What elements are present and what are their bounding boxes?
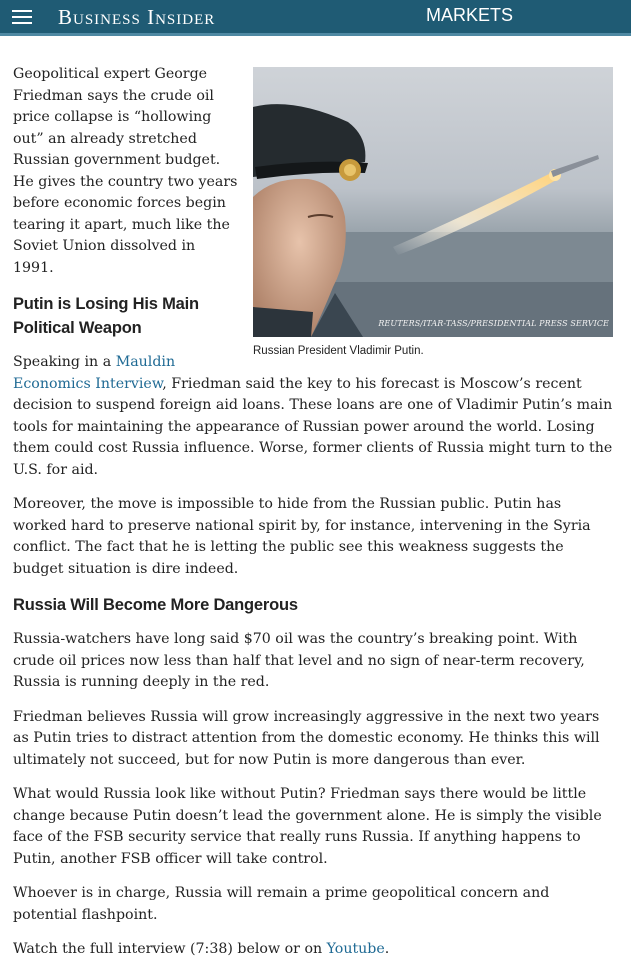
top-navigation-bar — [0, 0, 631, 36]
paragraph-text: , Friedman said the key to his forecast is Moscow’s recent decision to suspend foreign aid loans. These loans are one of Vladimir Putin’s main tools for maintaining the appearance of Russian power around the world. Losing them could cost Russia influence. Worse, former clients of Russia might turn to the U.S. for aid. — [13, 375, 613, 478]
section-heading: Putin is Losing His Main Political Weapon — [13, 295, 199, 337]
paragraph-text: Watch the full interview (7:38) below or on — [13, 941, 327, 957]
paragraph-text: . — [384, 941, 390, 957]
hamburger-menu-icon[interactable] — [12, 10, 32, 26]
section-label-markets[interactable]: MARKETS — [426, 5, 514, 25]
photo-illustration — [253, 67, 613, 337]
intro-paragraph: Geopolitical expert George Friedman says the crude oil price collapse is “hollowing out” an already stretched Russian government budget. He gives the country two years before economic forces begin tearing it apart, much like the Soviet Union dissolved in 1991. — [13, 66, 238, 276]
photo-credit: REUTERS/ITAR-TASS/PRESIDENTIAL PRESS SERVICE — [378, 318, 609, 328]
article-figure — [253, 67, 613, 358]
paragraph: Moreover, the move is impossible to hide from the Russian public. Putin has worked hard to preserve national spirit by, for instance, intervening in the Syria conflict. The fact that he is letting the public see this weakness suggests the budget situation is dire indeed. — [13, 496, 591, 577]
putin-photo — [253, 67, 613, 337]
photo-caption: Russian President Vladimir Putin. — [253, 345, 424, 357]
paragraph — [13, 939, 617, 961]
section-heading: Russia Will Become More Dangerous — [13, 596, 298, 614]
paragraph: Whoever is in charge, Russia will remain a prime geopolitical concern and potential flashpoint. — [13, 885, 550, 923]
youtube-link[interactable]: Youtube — [326, 941, 385, 957]
paragraph-text: Speaking in a — [13, 354, 116, 370]
site-logo[interactable]: Business Insider — [58, 5, 216, 29]
paragraph: Friedman believes Russia will grow increasingly aggressive in the next two years as Putin tries to distract attention from the domestic economy. He thinks this will ultimately not succeed, but for now Putin is more dangerous than ever. — [13, 708, 600, 768]
article-body — [0, 36, 631, 961]
mauldin-economics-interview-link[interactable]: Mauldin Economics Interview — [13, 354, 176, 392]
paragraph: Russia-watchers have long said $70 oil was the country’s breaking point. With crude oil prices now less than half that level and no sign of near-term recovery, Russia is running deeply in the red. — [13, 631, 585, 690]
paragraph: What would Russia look like without Putin? Friedman says there would be little change because Putin doesn’t lead the government alone. He is simply the visible face of the FSB security service that really runs Russia. If anything happens to Putin, another FSB officer will take control. — [13, 786, 602, 867]
paragraph — [13, 352, 617, 481]
